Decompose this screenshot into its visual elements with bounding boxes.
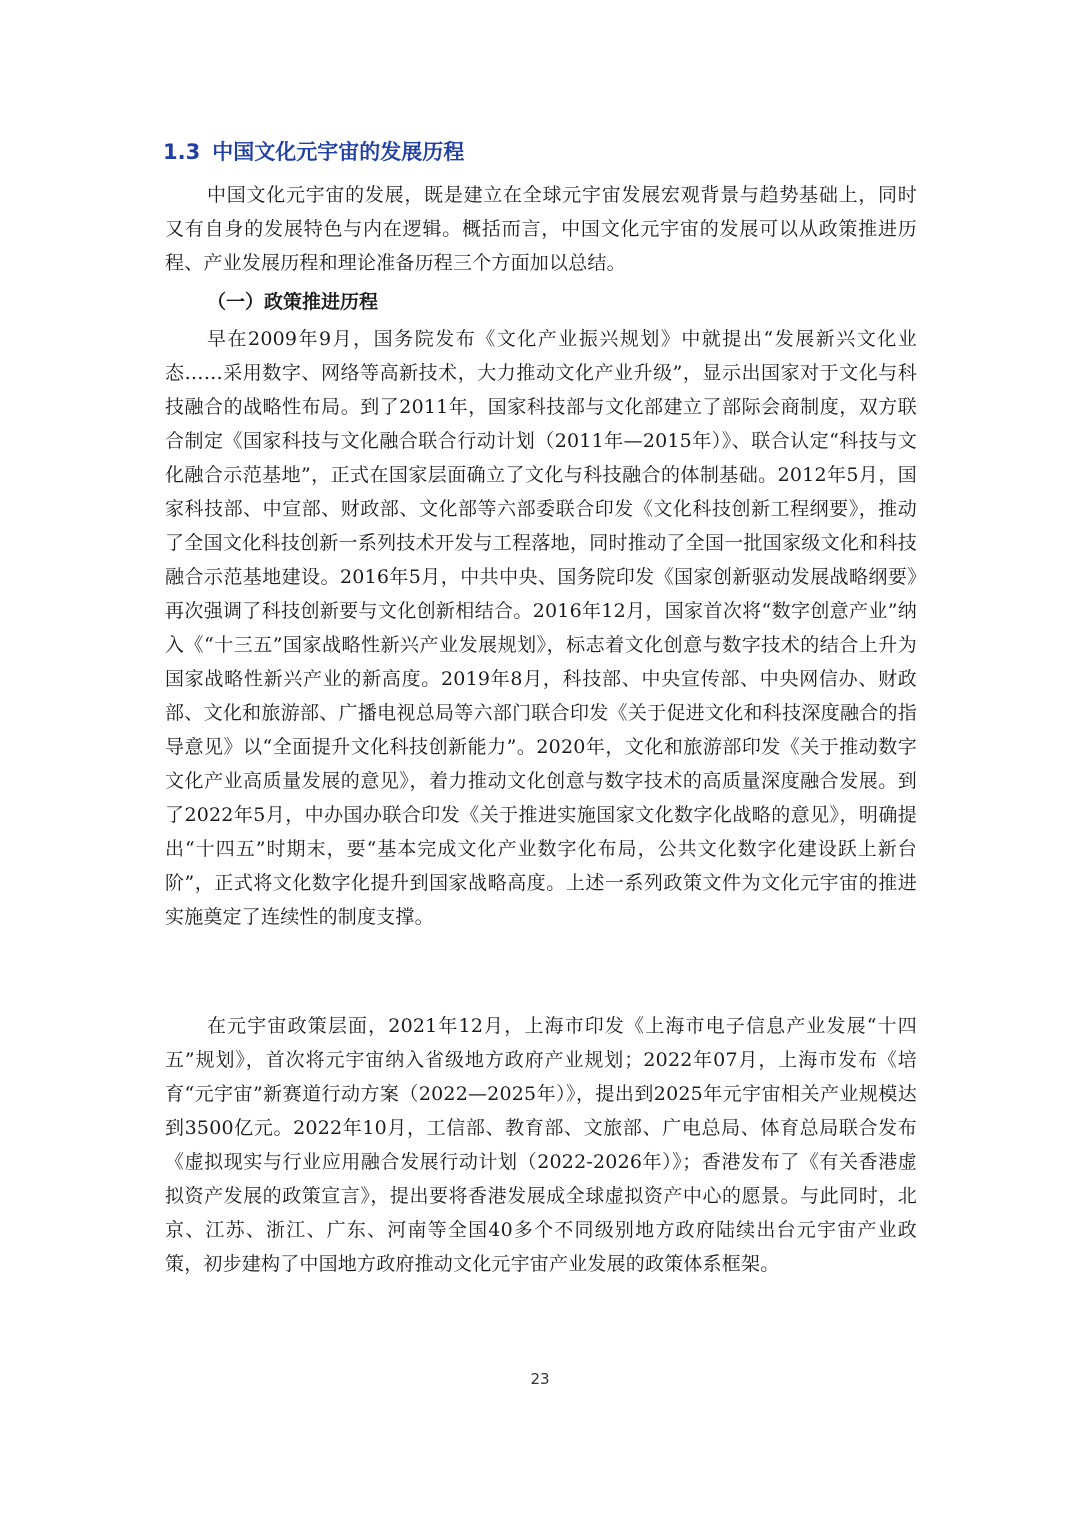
section-number: 1.3 xyxy=(163,140,201,164)
intro-paragraph: 中国文化元宇宙的发展，既是建立在全球元宇宙发展宏观背景与趋势基础上，同时又有自身的发展特色与内在逻辑。概括而言，中国文化元宇宙的发展可以从政策推进历程、产业发展历程和理论准备历程三个方面加以总结。 xyxy=(165,184,917,274)
subsection-heading: （一）政策推进历程 xyxy=(207,291,379,313)
policy-paragraph: 早在2009年9月，国务院发布《文化产业振兴规划》中就提出“发展新兴文化业态……采用数字、网络等高新技术，大力推动文化产业升级”，显示出国家对于文化与科技融合的战略性布局。到了2011年，国家科技部与文化部建立了部际会商制度，双方联合制定《国家科技与文化融合联合行动计划（2011年—2015年）》、联合认定“科技与文化融合示范基地”，正式在国家层面确立了文化与科技融合的体制基础。2012年5月，国家科技部、中宣部、财政部、文化部等六部委联合印发《文化科技创新工程纲要》，推动了全国文化科技创新一系列技术开发与工程落地，同时推动了全国一批国家级文化和科技融合示范基地建设。2016年5月，中共中央、国务院印发《国家创新驱动发展战略纲要》再次强调了科技创新要与文化创新相结合。2016年12月，国家首次将“数字创意产业”纳入《“十三五”国家战略性新兴产业发展规划》，标志着文化创意与数字技术的结合上升为国家战略性新兴产业的新高度。2019年8月，科技部、中央宣传部、中央网信办、财政部、文化和旅游部、广播电视总局等六部门联合印发《关于促进文化和科技深度融合的指导意见》以“全面提升文化科技创新能力”。2020年，文化和旅游部印发《关于推动数字文化产业高质量发展的意见》，着力推动文化创意与数字技术的高质量深度融合发展。到了2022年5月，中办国办联合印发《关于推进实施国家文化数字化战略的意见》，明确提出“十四五”时期末，要“基本完成文化产业数字化布局，公共文化数字化建设跃上新台阶”，正式将文化数字化提升到国家战略高度。上述一系列政策文件为文化元宇宙的推进实施奠定了连续性的制度支撑。 xyxy=(165,328,917,928)
section-heading xyxy=(163,134,923,170)
metaverse-policy-paragraph: 在元宇宙政策层面，2021年12月，上海市印发《上海市电子信息产业发展“十四五”规划》，首次将元宇宙纳入省级地方政府产业规划；2022年07月，上海市发布《培育“元宇宙”新赛道行动方案（2022—2025年）》，提出到2025年元宇宙相关产业规模达到3500亿元。2022年10月，工信部、教育部、文旅部、广电总局、体育总局联合发布《虚拟现实与行业应用融合发展行动计划（2022-2026年）》；香港发布了《有关香港虚拟资产发展的政策宣言》，提出要将香港发展成全球虚拟资产中心的愿景。与此同时，北京、江苏、浙江、广东、河南等全国40多个不同级别地方政府陆续出台元宇宙产业政策，初步建构了中国地方政府推动文化元宇宙产业发展的政策体系框架。 xyxy=(165,1015,917,1275)
page-number: 23 xyxy=(530,1370,550,1388)
section-title: 中国文化元宇宙的发展历程 xyxy=(212,140,465,164)
